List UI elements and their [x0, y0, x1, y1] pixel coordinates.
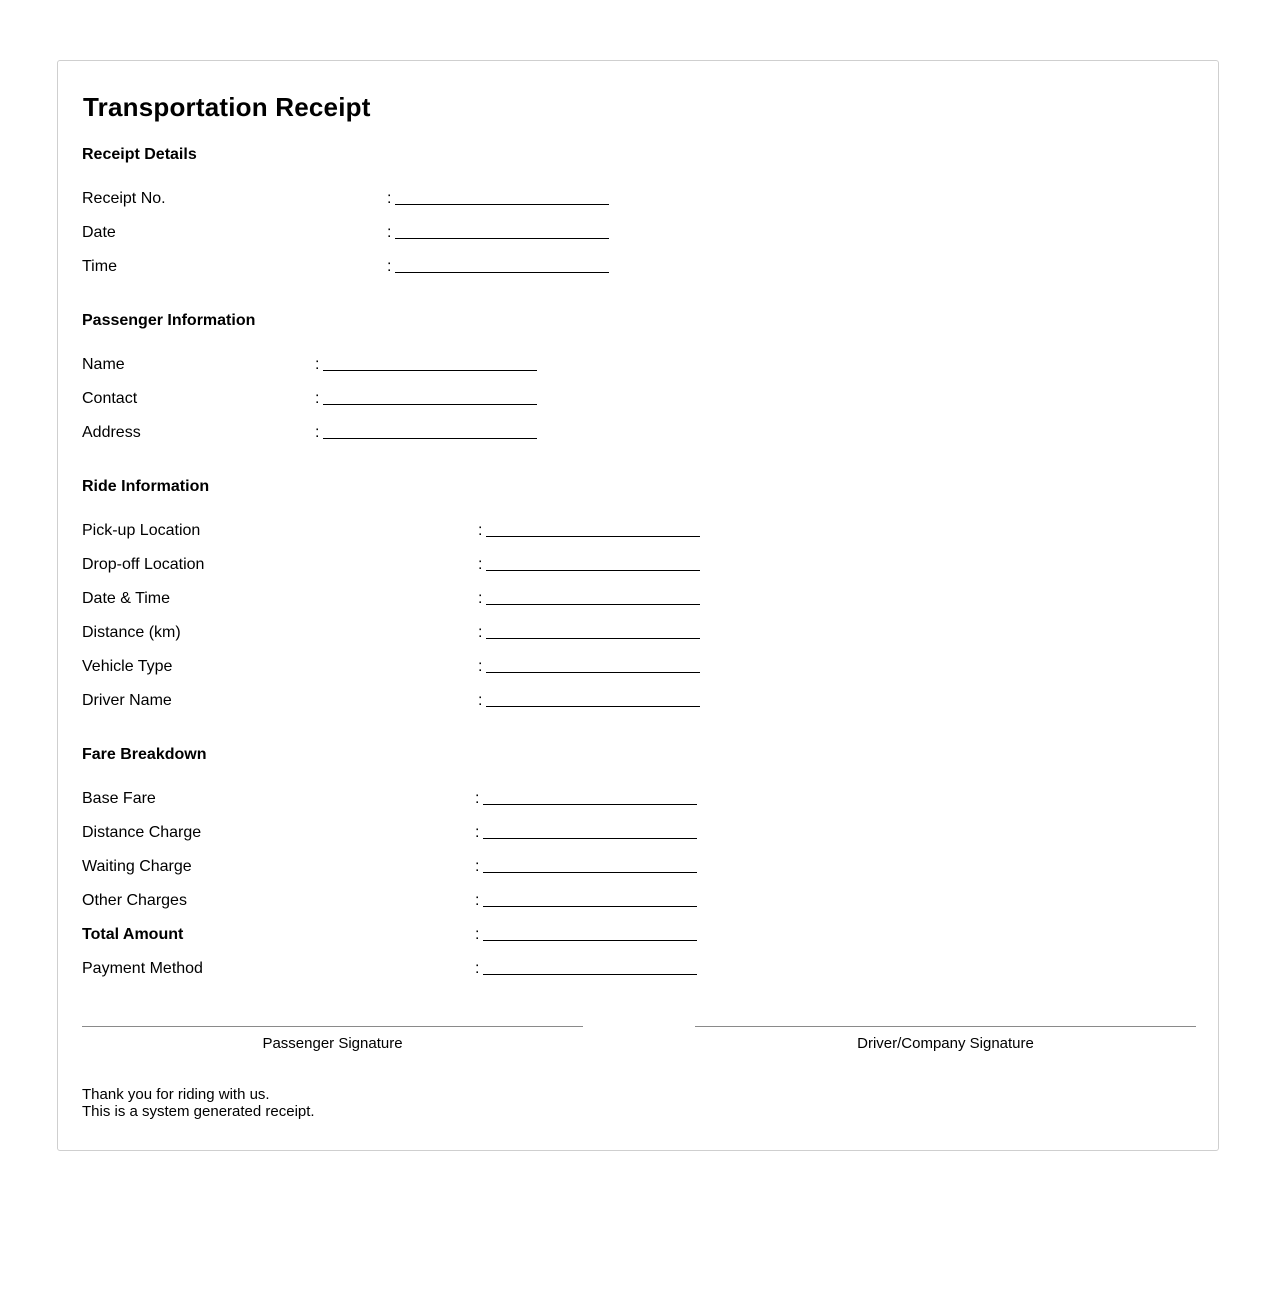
- field-label: Payment Method: [82, 960, 203, 977]
- field-separator: :: [475, 858, 480, 875]
- field-separator: :: [478, 692, 483, 709]
- field-label: Distance (km): [82, 624, 181, 641]
- field-blank-line[interactable]: [323, 404, 537, 405]
- passenger-signature-line[interactable]: [82, 1026, 583, 1027]
- field-blank-line[interactable]: [483, 974, 697, 975]
- field-label: Vehicle Type: [82, 658, 173, 675]
- field-blank-line[interactable]: [483, 838, 697, 839]
- field-label: Pick-up Location: [82, 522, 201, 539]
- passenger-signature-label: Passenger Signature: [262, 1035, 403, 1052]
- section-title-ride-information: Ride Information: [82, 478, 210, 495]
- footer-thanks: Thank you for riding with us.: [82, 1086, 270, 1103]
- field-separator: :: [478, 590, 483, 607]
- field-label: Total Amount: [82, 926, 184, 943]
- section-title-passenger-information: Passenger Information: [82, 312, 256, 329]
- field-blank-line[interactable]: [323, 438, 537, 439]
- footer-note: [82, 1086, 315, 1120]
- field-blank-line[interactable]: [486, 604, 700, 605]
- section-title-receipt-details: Receipt Details: [82, 146, 197, 163]
- field-separator: :: [478, 556, 483, 573]
- field-label: Other Charges: [82, 892, 187, 909]
- field-separator: :: [387, 258, 392, 275]
- footer-system-note: This is a system generated receipt.: [82, 1103, 315, 1120]
- field-blank-line[interactable]: [486, 672, 700, 673]
- field-separator: :: [387, 190, 392, 207]
- field-separator: :: [475, 824, 480, 841]
- field-blank-line[interactable]: [483, 804, 697, 805]
- field-label: Contact: [82, 390, 138, 407]
- field-blank-line[interactable]: [483, 872, 697, 873]
- field-blank-line[interactable]: [483, 906, 697, 907]
- field-separator: :: [475, 790, 480, 807]
- section-title-fare-breakdown: Fare Breakdown: [82, 746, 207, 763]
- field-blank-line[interactable]: [395, 204, 609, 205]
- field-label: Receipt No.: [82, 190, 166, 207]
- field-label: Date & Time: [82, 590, 171, 607]
- field-separator: :: [478, 624, 483, 641]
- field-separator: :: [315, 356, 320, 373]
- page-title: Transportation Receipt: [83, 92, 371, 122]
- field-label: Driver Name: [82, 692, 172, 709]
- field-blank-line[interactable]: [486, 570, 700, 571]
- field-label: Drop-off Location: [82, 556, 205, 573]
- field-blank-line[interactable]: [323, 370, 537, 371]
- field-separator: :: [478, 658, 483, 675]
- field-label: Time: [82, 258, 117, 275]
- field-separator: :: [315, 390, 320, 407]
- field-blank-line[interactable]: [486, 536, 700, 537]
- field-separator: :: [387, 224, 392, 241]
- field-label: Address: [82, 424, 141, 441]
- driver-signature-label: Driver/Company Signature: [857, 1035, 1034, 1052]
- field-separator: :: [475, 960, 480, 977]
- field-blank-line[interactable]: [486, 638, 700, 639]
- field-label: Base Fare: [82, 790, 156, 807]
- driver-signature-line[interactable]: [695, 1026, 1196, 1027]
- field-label: Distance Charge: [82, 824, 202, 841]
- field-blank-line[interactable]: [483, 940, 697, 941]
- field-separator: :: [475, 892, 480, 909]
- receipt-card: [57, 60, 1219, 1151]
- field-label: Waiting Charge: [82, 858, 192, 875]
- field-separator: :: [315, 424, 320, 441]
- field-separator: :: [478, 522, 483, 539]
- field-label: Date: [82, 224, 116, 241]
- field-blank-line[interactable]: [395, 238, 609, 239]
- field-blank-line[interactable]: [486, 706, 700, 707]
- field-label: Name: [82, 356, 125, 373]
- field-separator: :: [475, 926, 480, 943]
- field-blank-line[interactable]: [395, 272, 609, 273]
